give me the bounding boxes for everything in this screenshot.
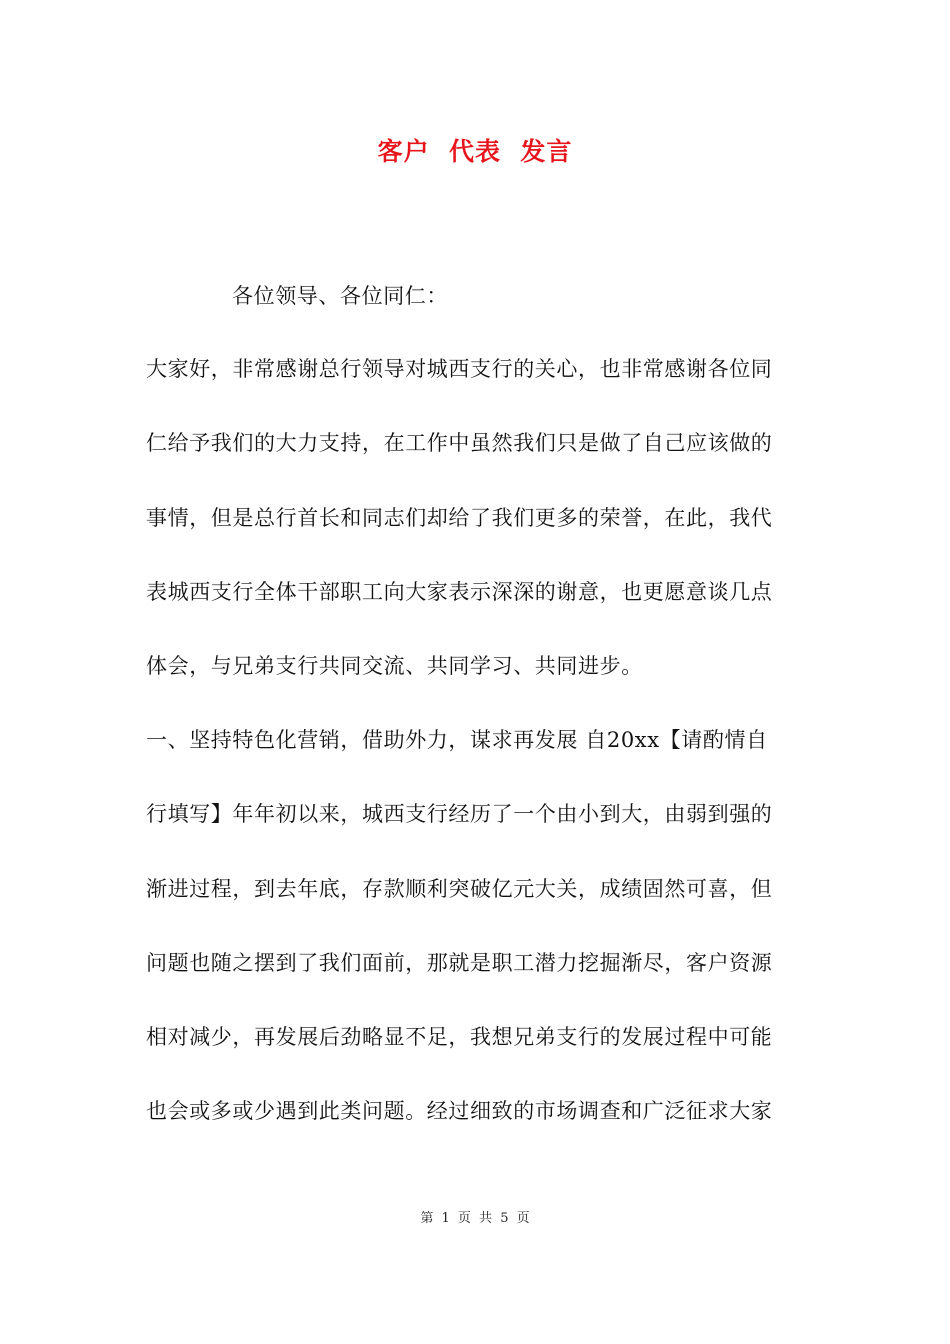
body-line-4: 表城西支行全体干部职工向大家表示深深的谢意，也更愿意谈几点 [146,580,773,604]
body-line-11: 也会或多或少遇到此类问题。经过细致的市场调查和广泛征求大家 [146,1099,773,1123]
body-line-7: 行填写】年年初以来，城西支行经历了一个由小到大，由弱到强的 [146,802,773,826]
body-line-10: 相对减少，再发展后劲略显不足，我想兄弟支行的发展过程中可能 [146,1025,773,1049]
body-line-3: 事情，但是总行首长和同志们却给了我们更多的荣誉，在此，我代 [146,506,773,530]
document-title: 客户 代表 发言 [377,137,573,166]
body-line-9: 问题也随之摆到了我们面前，那就是职工潜力挖掘渐尽，客户资源 [146,951,773,975]
body-line-2: 仁给予我们的大力支持，在工作中虽然我们只是做了自己应该做的 [146,431,773,455]
body-line-1: 大家好，非常感谢总行领导对城西支行的关心，也非常感谢各位同 [146,357,773,381]
body-line-8: 渐进过程，到去年底，存款顺利突破亿元大关，成绩固然可喜，但 [146,877,773,901]
salutation: 各位领导、各位同仁： [232,284,448,308]
page-footer: 第 1 页 共 5 页 [420,1211,530,1226]
body-line-5: 体会，与兄弟支行共同交流、共同学习、共同进步。 [146,654,643,678]
body-line-6: 一、坚持特色化营销，借助外力，谋求再发展 自20xx【请酌情自 [146,728,768,752]
